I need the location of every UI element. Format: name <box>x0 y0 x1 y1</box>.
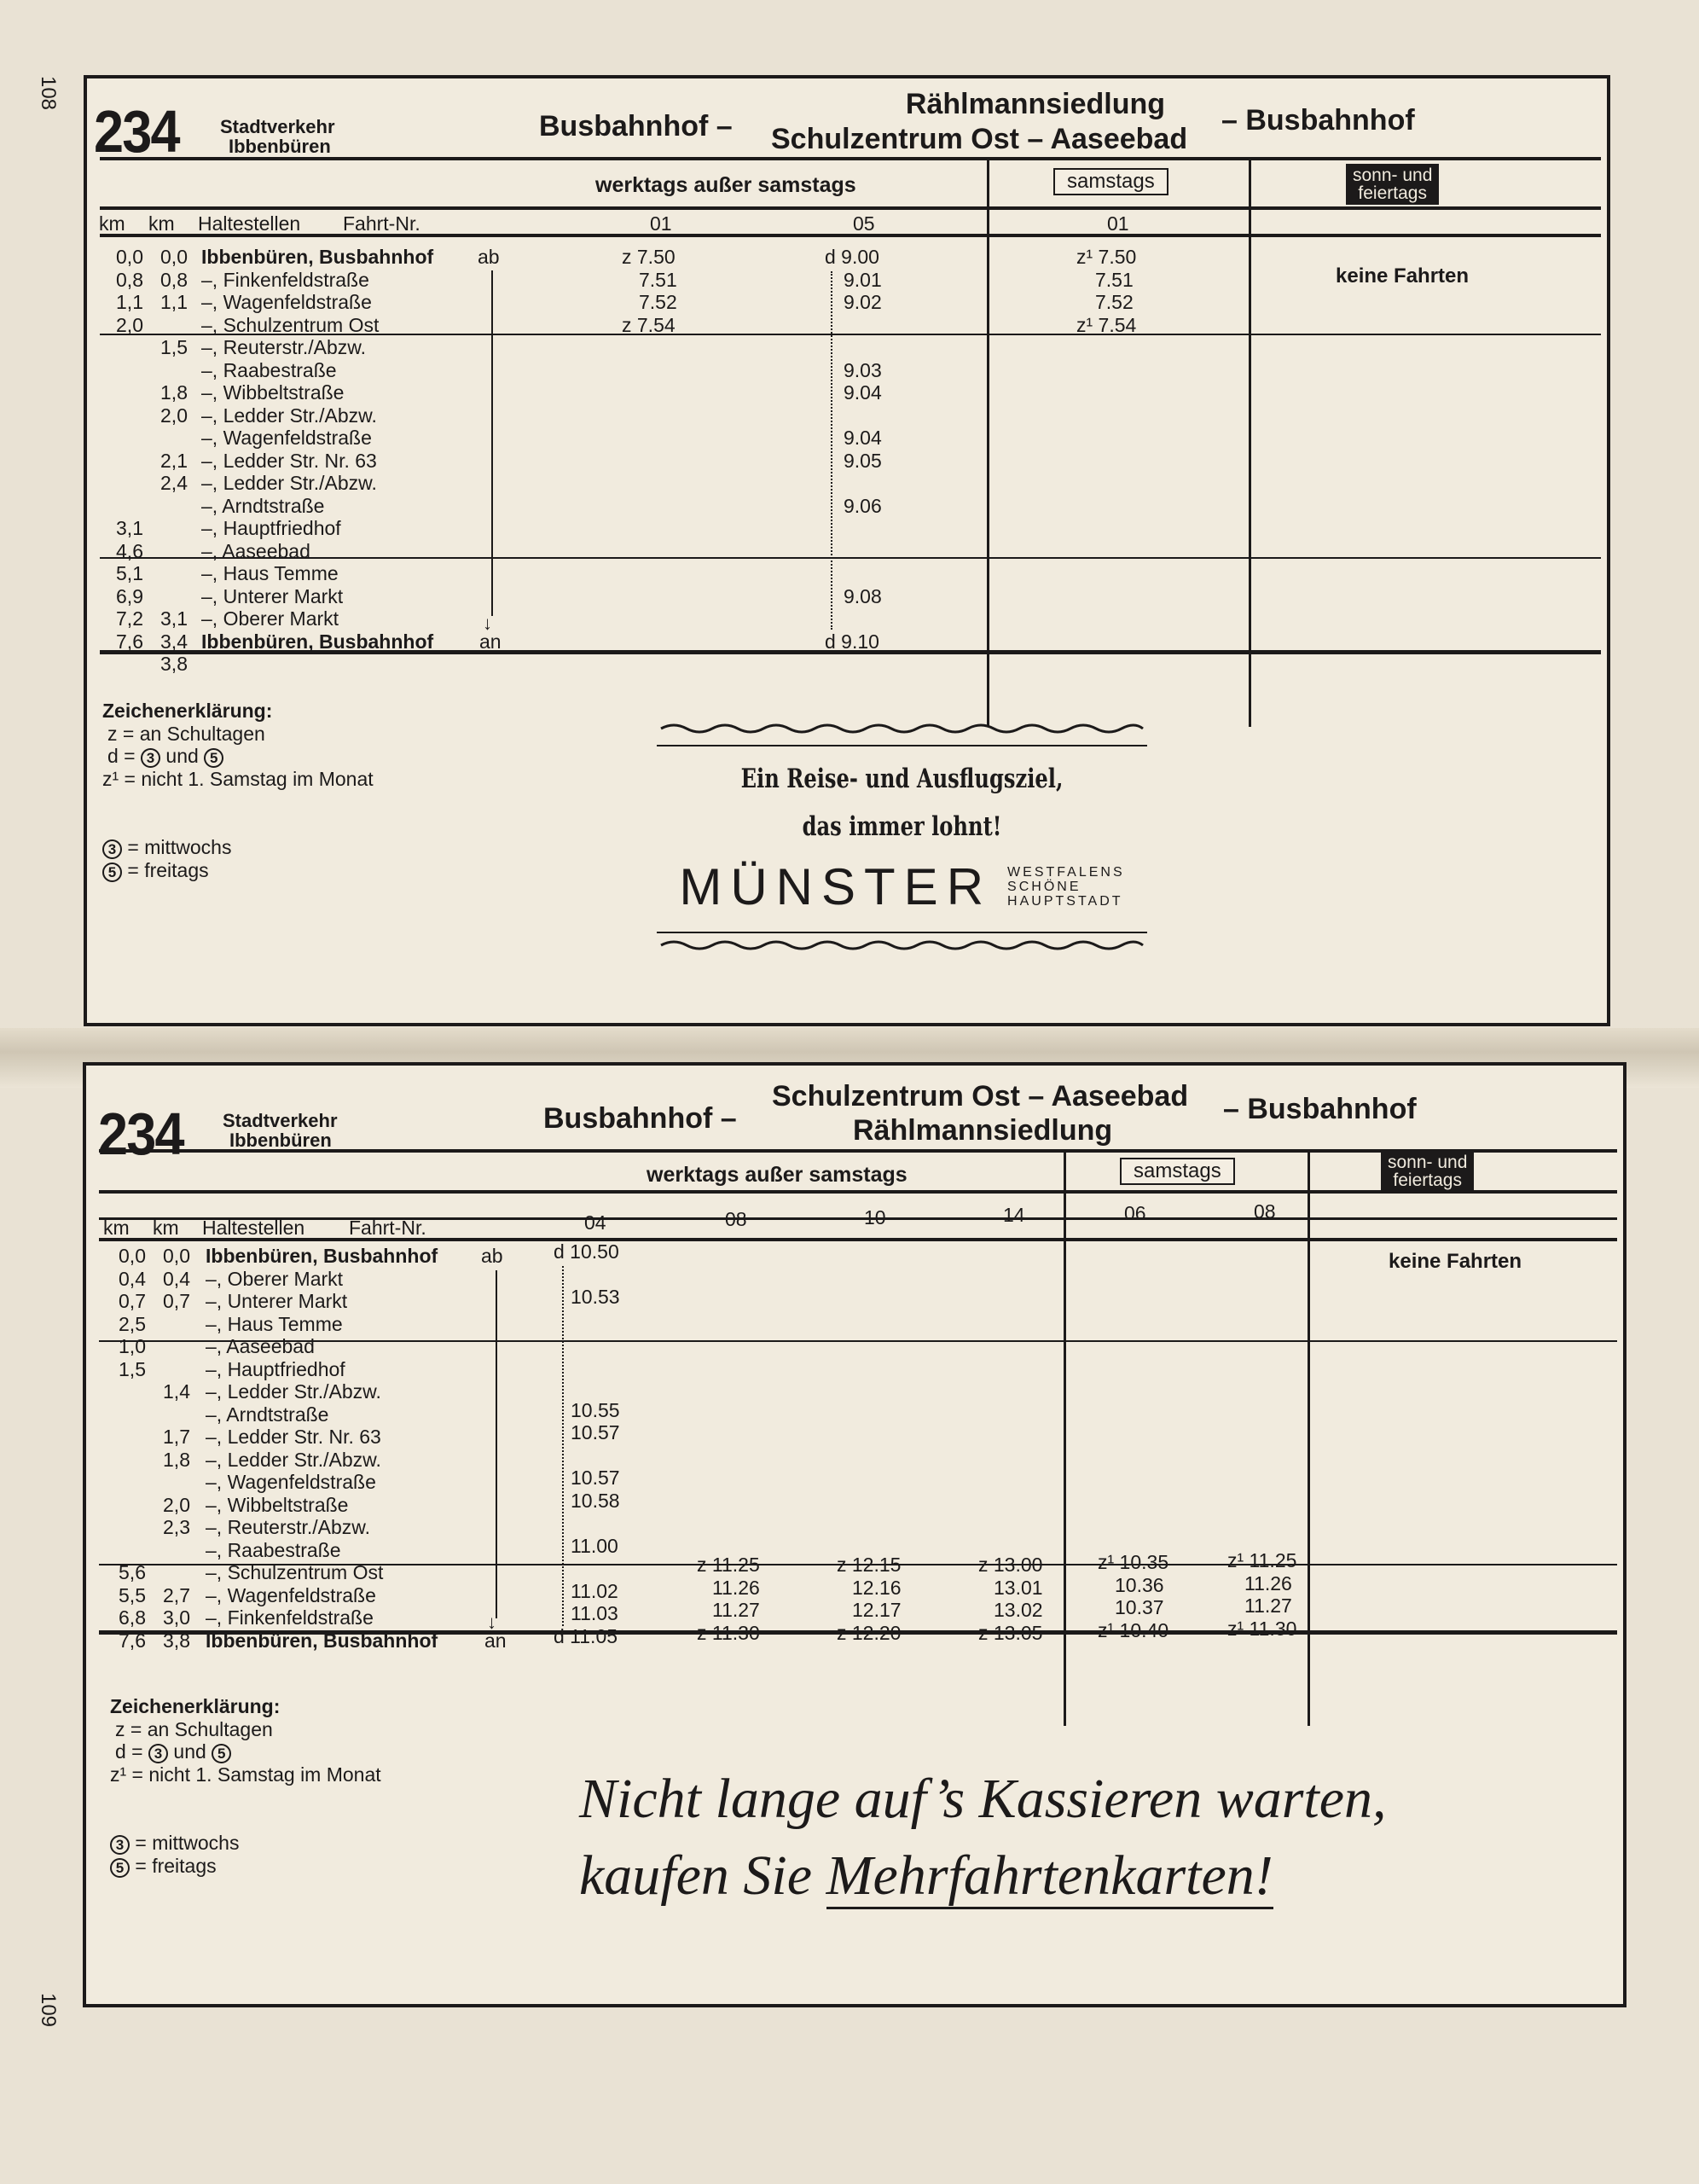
time: 11.27 <box>1244 1594 1292 1617</box>
km2-column <box>149 1245 190 1652</box>
trip-number: 14 <box>1003 1204 1025 1226</box>
arrival-marker: an <box>484 1629 507 1652</box>
km1: 5,6 <box>119 1561 146 1583</box>
time: z¹ 10.35 <box>1098 1551 1169 1573</box>
sat-06-column <box>1098 1551 1168 1641</box>
departure-marker: ab <box>481 1245 503 1267</box>
stop-name: –, Ledder Str./Abzw. <box>206 1448 381 1471</box>
km1-column <box>105 1245 146 1652</box>
stop-name: –, Raabestraße <box>201 358 337 381</box>
km2: 2,1 <box>160 449 188 472</box>
wave-border-icon <box>657 720 1147 737</box>
km2: 3,1 <box>160 607 188 630</box>
trip-number: 04 <box>584 1211 606 1234</box>
trip-number: 08 <box>725 1208 747 1230</box>
section-sunday-line-1: sonn- und <box>1388 1153 1468 1172</box>
km2: 0,0 <box>160 246 188 268</box>
time: 11.26 <box>712 1576 760 1599</box>
section-sunday-line-2: feiertags <box>1358 183 1427 203</box>
stop-name: –, Wibbeltstraße <box>201 381 345 404</box>
header-origin: Busbahnhof – <box>543 1102 737 1135</box>
time: 10.37 <box>1115 1596 1164 1618</box>
stop-name: –, Reuterstr./Abzw. <box>201 336 367 358</box>
time: 13.01 <box>994 1576 1043 1599</box>
time: 9.03 <box>844 358 882 381</box>
time: 7.51 <box>1095 268 1134 291</box>
time: z¹ 7.50 <box>1076 246 1137 268</box>
km1: 0,0 <box>119 1245 146 1267</box>
time: 7.52 <box>1095 291 1134 313</box>
arrow-down-icon: ↓ <box>487 1612 496 1633</box>
wednesday-circle-icon: 3 <box>102 839 122 859</box>
wednesday-circle-icon: 3 <box>141 748 160 768</box>
km2: 3,8 <box>160 653 188 675</box>
km1: 7,6 <box>116 630 143 653</box>
muenster-logo: MÜNSTER <box>679 858 993 915</box>
section-sunday <box>1346 164 1439 205</box>
time: 10.36 <box>1115 1573 1164 1596</box>
sat-08-column <box>1227 1549 1296 1640</box>
timetable-panel-bottom <box>83 1062 1627 2007</box>
km2: 2,0 <box>160 404 188 427</box>
stop-name: –, Schulzentrum Ost <box>201 313 380 336</box>
city-line-1: Stadtverkehr <box>223 1110 338 1131</box>
time: 10.57 <box>571 1467 620 1489</box>
stop-name: –, Ledder Str. Nr. 63 <box>201 449 377 472</box>
trip-number: 01 <box>1107 212 1129 235</box>
trip-number: 06 <box>1124 1202 1146 1224</box>
multi-ride-ticket-advertisement <box>579 1761 1387 1914</box>
km1: 7,6 <box>119 1629 146 1652</box>
header-destination: – Busbahnhof <box>1223 1093 1417 1125</box>
stop-name: –, Oberer Markt <box>201 607 339 630</box>
stop-name: –, Oberer Markt <box>206 1267 344 1290</box>
section-sunday <box>1381 1151 1474 1192</box>
tagline-3: HAUPTSTADT <box>1007 894 1123 909</box>
time: z¹ 11.30 <box>1227 1617 1297 1640</box>
section-sunday-line-1: sonn- und <box>1353 166 1433 185</box>
col-km2: km <box>148 212 175 235</box>
legend-z1: z¹ = nicht 1. Samstag im Monat <box>102 768 374 790</box>
legend-d-prefix: d = <box>107 745 136 767</box>
ad-line-1: Nicht lange auf’s Kassieren warten, <box>579 1768 1387 1830</box>
trip-number: 08 <box>1254 1200 1276 1223</box>
stop-name: –, Wagenfeldstraße <box>206 1583 376 1606</box>
time: 10.58 <box>571 1489 620 1512</box>
time: 10.55 <box>571 1398 620 1421</box>
muenster-tagline <box>1007 865 1125 909</box>
friday-circle-icon: 5 <box>212 1744 231 1763</box>
km1: 0,4 <box>119 1267 146 1290</box>
wednesday-circle-icon: 3 <box>110 1835 130 1855</box>
stop-name: –, Schulzentrum Ost <box>206 1561 384 1583</box>
km1: 1,1 <box>116 291 143 313</box>
time: d 11.05 <box>554 1624 618 1647</box>
header-origin: Busbahnhof – <box>539 110 733 142</box>
km1: 1,5 <box>119 1357 146 1380</box>
km2: 1,7 <box>163 1426 190 1448</box>
km2: 1,1 <box>160 291 188 313</box>
km2: 2,7 <box>163 1583 190 1606</box>
city-line-2: Ibbenbüren <box>229 1130 332 1151</box>
wave-border-icon <box>657 937 1147 954</box>
legend-friday: = freitags <box>135 1854 217 1877</box>
friday-circle-icon: 5 <box>110 1858 130 1878</box>
time: 11.00 <box>571 1534 618 1557</box>
no-trips-label: keine Fahrten <box>1389 1250 1522 1273</box>
legend <box>102 700 374 882</box>
friday-circle-icon: 5 <box>102 863 122 882</box>
legend-d-and: und <box>173 1740 206 1763</box>
col-km1: km <box>99 212 125 235</box>
time: 9.04 <box>844 381 882 404</box>
route-number: 234 <box>94 98 179 165</box>
km2: 0,4 <box>163 1267 190 1290</box>
km2: 0,8 <box>160 268 188 291</box>
page-number-top: 108 <box>37 75 61 111</box>
time: z¹ 10.40 <box>1098 1618 1169 1641</box>
time: z 13.00 <box>978 1554 1043 1576</box>
trip-number: 05 <box>853 212 875 235</box>
tagline-1: WESTFALENS <box>1007 865 1125 880</box>
city-label <box>220 117 335 156</box>
muenster-advertisement <box>657 720 1147 1026</box>
time: d 9.00 <box>825 246 879 268</box>
km1: 2,0 <box>116 313 143 336</box>
time: z¹ 7.54 <box>1076 313 1137 336</box>
header-via-2: Schulzentrum Ost – Aaseebad <box>771 123 1188 155</box>
legend-wednesday: = mittwochs <box>127 835 232 858</box>
section-weekday: werktags außer samstags <box>595 173 856 197</box>
legend-title: Zeichenerklärung: <box>110 1695 281 1717</box>
time: 10.53 <box>571 1286 620 1308</box>
time: z¹ 11.25 <box>1227 1549 1297 1571</box>
km1: 7,2 <box>116 607 143 630</box>
time: 10.57 <box>571 1421 620 1443</box>
route-number: 234 <box>98 1101 183 1167</box>
legend-z1: z¹ = nicht 1. Samstag im Monat <box>110 1763 381 1786</box>
ad-line-2b: Mehrfahrtenkarten! <box>826 1844 1273 1909</box>
ad-line-2a: kaufen Sie <box>579 1844 826 1907</box>
time: 9.08 <box>844 584 882 607</box>
no-trips-label: keine Fahrten <box>1336 264 1470 288</box>
stop-name: –, Ledder Str./Abzw. <box>206 1380 381 1403</box>
col-stops: Haltestellen <box>202 1217 305 1239</box>
trip-05-column <box>825 246 882 653</box>
trip-10-column <box>837 1554 902 1644</box>
trip-14-column <box>978 1554 1043 1644</box>
rule <box>99 1190 1617 1194</box>
rule <box>99 1217 1617 1220</box>
km2: 0,0 <box>163 1245 190 1267</box>
km1: 3,1 <box>116 517 143 539</box>
stop-name: Ibbenbüren, Busbahnhof <box>201 630 434 653</box>
time: 9.02 <box>844 291 882 313</box>
km1: 0,8 <box>116 268 143 291</box>
section-saturday: samstags <box>1120 1158 1235 1185</box>
km1-column <box>102 246 143 653</box>
km2: 2,4 <box>160 472 188 494</box>
time: 13.02 <box>994 1599 1043 1621</box>
timetable-panel-top <box>84 75 1610 1026</box>
stop-name: –, Ledder Str. Nr. 63 <box>206 1426 381 1448</box>
direction-arrow-line <box>491 270 493 616</box>
km2: 2,3 <box>163 1516 190 1538</box>
stop-name: –, Wagenfeldstraße <box>201 427 372 449</box>
km2-column <box>147 246 188 676</box>
section-weekday: werktags außer samstags <box>647 1163 907 1187</box>
section-saturday: samstags <box>1053 168 1168 195</box>
time: 9.06 <box>844 494 882 517</box>
col-trip: Fahrt-Nr. <box>343 212 420 235</box>
time: d 9.10 <box>825 630 879 653</box>
stop-name: –, Arndtstraße <box>201 494 325 517</box>
departure-marker: ab <box>478 246 500 268</box>
km1: 5,1 <box>116 562 143 584</box>
col-divider <box>987 157 989 727</box>
time: z 12.20 <box>837 1621 902 1644</box>
km2: 1,8 <box>163 1448 190 1471</box>
continuation-line <box>562 1266 564 1626</box>
trip-number: 01 <box>650 212 672 235</box>
friday-circle-icon: 5 <box>204 748 223 768</box>
city-label <box>223 1111 338 1150</box>
col-divider <box>1064 1153 1066 1726</box>
header-via-1: Rählmannsiedlung <box>905 88 1166 120</box>
rule <box>100 157 1601 160</box>
km1: 6,8 <box>119 1606 146 1629</box>
col-divider <box>1308 1153 1310 1726</box>
continuation-line <box>831 271 832 630</box>
legend-wednesday: = mittwochs <box>135 1831 240 1854</box>
km1: 5,5 <box>119 1583 146 1606</box>
legend-d-and: und <box>165 745 199 767</box>
time: z 12.15 <box>837 1554 902 1576</box>
time: 11.27 <box>712 1599 760 1621</box>
col-km1: km <box>103 1217 130 1239</box>
col-divider <box>1249 157 1251 727</box>
time: 12.16 <box>852 1576 902 1599</box>
km2: 0,7 <box>163 1290 190 1312</box>
time: 11.26 <box>1244 1571 1292 1594</box>
trip-number: 10 <box>864 1206 886 1228</box>
time: 9.04 <box>844 427 882 449</box>
time: 9.01 <box>844 268 882 291</box>
page-number-bottom: 109 <box>37 1992 61 2028</box>
km2: 3,4 <box>160 630 188 653</box>
city-line-2: Ibbenbüren <box>229 136 331 157</box>
time: 9.05 <box>844 449 882 472</box>
trip-08-column <box>697 1554 760 1644</box>
stops-column <box>206 1245 438 1652</box>
rule <box>100 234 1601 237</box>
stop-name: –, Aaseebad <box>206 1335 315 1357</box>
rule <box>100 206 1601 210</box>
km2: 1,4 <box>163 1380 190 1403</box>
time: d 10.50 <box>554 1240 619 1263</box>
arrow-down-icon: ↓ <box>483 613 492 634</box>
stop-name: –, Unterer Markt <box>201 584 344 607</box>
legend-d-prefix: d = <box>115 1740 143 1763</box>
stop-name: –, Reuterstr./Abzw. <box>206 1516 371 1538</box>
rule <box>99 1238 1617 1241</box>
trip-01-column <box>622 246 677 336</box>
km1: 2,5 <box>119 1312 146 1335</box>
stop-name: –, Haus Temme <box>206 1312 343 1335</box>
km2: 1,8 <box>160 381 188 404</box>
arrival-marker: an <box>479 630 502 653</box>
stop-name: –, Hauptfriedhof <box>201 517 341 539</box>
time: 11.02 <box>571 1579 618 1602</box>
km1: 0,7 <box>119 1290 146 1312</box>
header-destination: – Busbahnhof <box>1221 104 1415 136</box>
stop-name: –, Hauptfriedhof <box>206 1357 345 1380</box>
stop-name: Ibbenbüren, Busbahnhof <box>201 246 434 268</box>
km2: 3,8 <box>163 1629 190 1652</box>
time: z 11.25 <box>697 1554 760 1576</box>
time: 7.52 <box>639 291 677 313</box>
km1: 0,0 <box>116 246 143 268</box>
stop-name: –, Haus Temme <box>201 562 339 584</box>
wednesday-circle-icon: 3 <box>148 1744 168 1763</box>
direction-arrow-line <box>496 1270 497 1618</box>
stop-name: –, Wagenfeldstraße <box>206 1471 376 1493</box>
ad-slogan-2: das immer lohnt! <box>802 811 1002 842</box>
ad-slogan-1: Ein Reise- und Ausflugsziel, <box>740 764 1064 794</box>
time: 7.51 <box>639 268 677 291</box>
sat-01-column <box>1076 246 1136 336</box>
km1: 4,6 <box>116 539 143 562</box>
header-via-2: Rählmannsiedlung <box>853 1114 1113 1147</box>
legend-z: z = an Schultagen <box>107 722 265 745</box>
stop-name: –, Ledder Str./Abzw. <box>201 472 377 494</box>
stop-name: –, Unterer Markt <box>206 1290 348 1312</box>
km2: 2,0 <box>163 1493 190 1516</box>
tagline-2: SCHÖNE <box>1007 880 1081 894</box>
time: 11.03 <box>571 1602 618 1624</box>
km1: 6,9 <box>116 584 143 607</box>
time: z 7.50 <box>622 246 676 268</box>
col-trip: Fahrt-Nr. <box>349 1217 426 1239</box>
time: 12.17 <box>852 1599 902 1621</box>
stop-name: –, Wibbeltstraße <box>206 1493 349 1516</box>
col-km2: km <box>153 1217 179 1239</box>
time: z 11.30 <box>697 1621 760 1644</box>
stop-name: –, Arndtstraße <box>206 1403 329 1426</box>
stop-name: –, Ledder Str./Abzw. <box>201 404 377 427</box>
legend-z: z = an Schultagen <box>115 1717 273 1740</box>
stops-column <box>201 246 433 653</box>
time: z 7.54 <box>622 313 676 336</box>
stop-name: Ibbenbüren, Busbahnhof <box>206 1245 438 1267</box>
km2: 3,0 <box>163 1606 190 1629</box>
stop-name: –, Finkenfeldstraße <box>201 268 369 291</box>
km2: 1,5 <box>160 336 188 358</box>
stop-name: –, Raabestraße <box>206 1538 341 1561</box>
header-via-1: Schulzentrum Ost – Aaseebad <box>772 1080 1189 1112</box>
legend-title: Zeichenerklärung: <box>102 700 273 722</box>
stop-name: –, Wagenfeldstraße <box>201 291 372 313</box>
km1: 1,0 <box>119 1335 146 1357</box>
city-line-1: Stadtverkehr <box>220 116 335 137</box>
stop-name: Ibbenbüren, Busbahnhof <box>206 1629 438 1652</box>
legend <box>110 1695 381 1878</box>
section-sunday-line-2: feiertags <box>1393 1170 1462 1190</box>
legend-friday: = freitags <box>127 858 209 881</box>
col-stops: Haltestellen <box>198 212 301 235</box>
time: z 13.05 <box>978 1621 1043 1644</box>
stop-name: –, Aaseebad <box>201 539 310 562</box>
stop-name: –, Finkenfeldstraße <box>206 1606 374 1629</box>
